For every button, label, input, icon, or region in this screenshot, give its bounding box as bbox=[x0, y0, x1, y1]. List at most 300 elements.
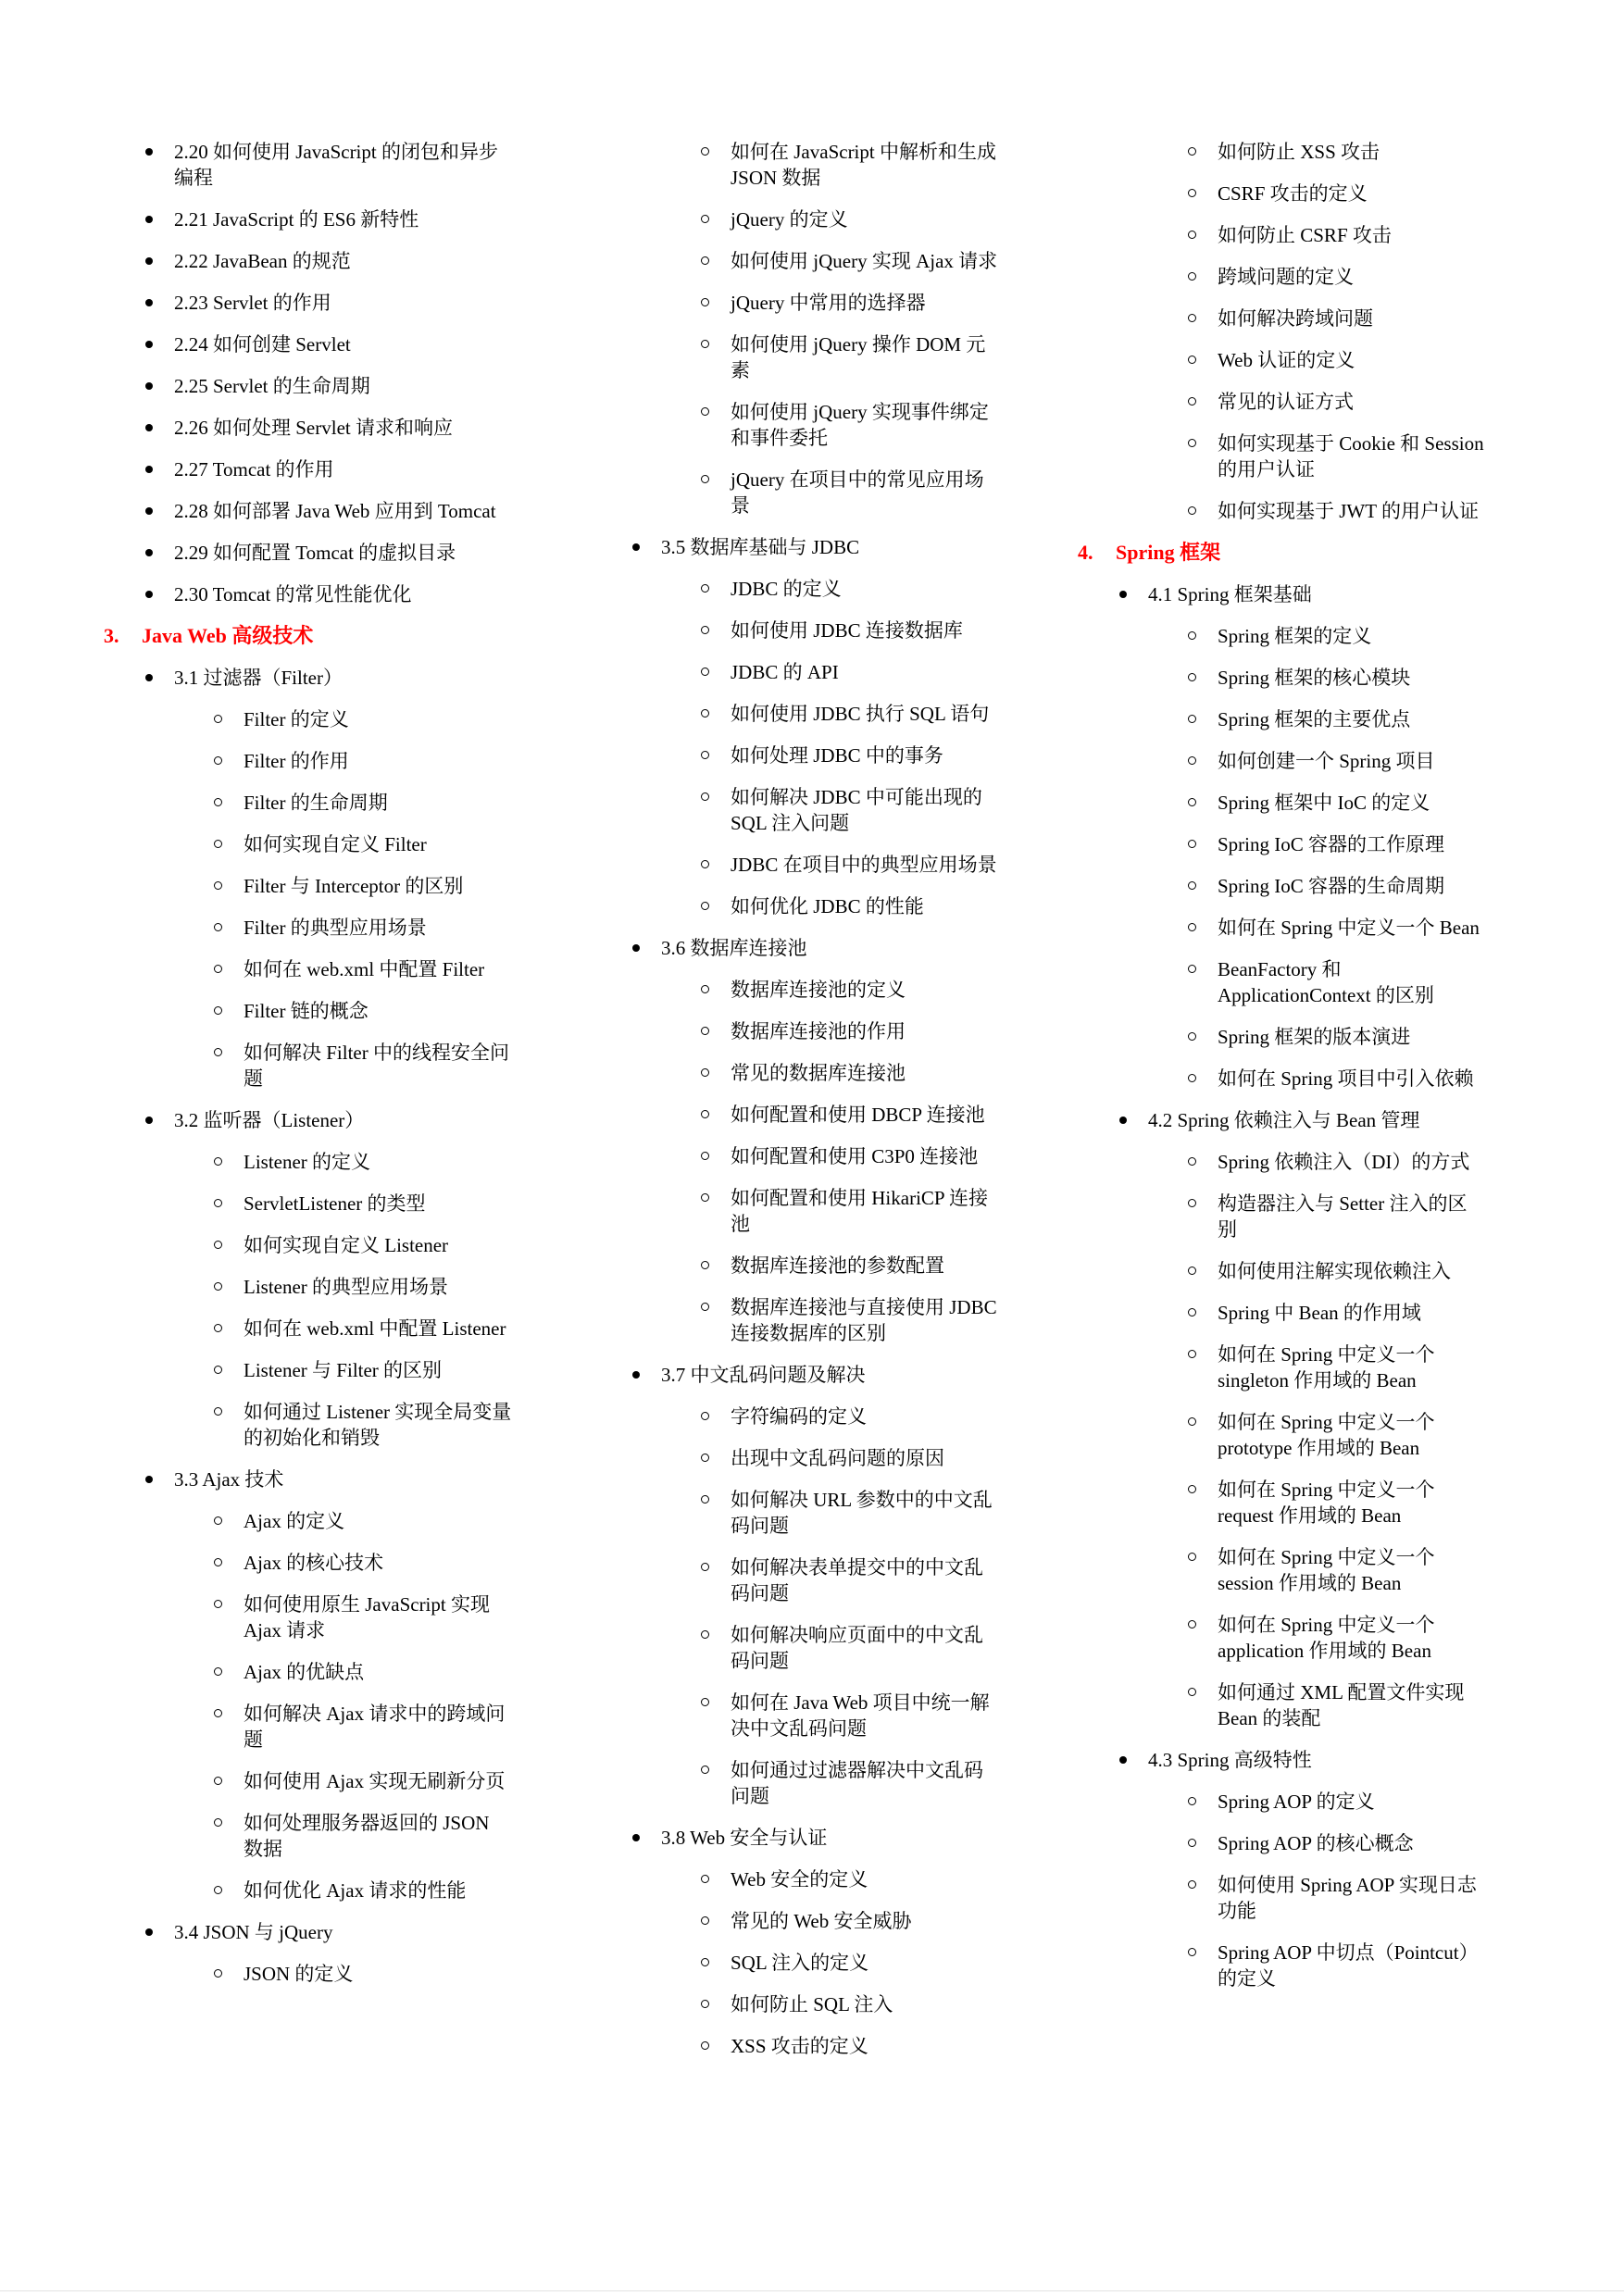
outline-item-level-2 bbox=[1078, 623, 1565, 649]
outline-item-level-2 bbox=[104, 1040, 591, 1092]
outline-item-text: 2.23 Servlet 的作用 bbox=[174, 292, 331, 314]
bullet-disc-icon bbox=[145, 549, 153, 556]
outline-item-level-2 bbox=[104, 873, 591, 899]
outline-item-text: 4.2 Spring 依赖注入与 Bean 管理 bbox=[1148, 1109, 1420, 1131]
outline-item-level-2 bbox=[1078, 1066, 1565, 1092]
bullet-disc-icon bbox=[145, 466, 153, 473]
outline-item-level-1 bbox=[104, 540, 591, 566]
bullet-circle-icon bbox=[214, 1199, 222, 1207]
bullet-circle-icon bbox=[701, 147, 709, 156]
outline-item-text: 如何解决 URL 参数中的中文乱码问题 bbox=[731, 1489, 993, 1537]
outline-item-text: 如何防止 CSRF 攻击 bbox=[1218, 224, 1392, 246]
bullet-disc-icon bbox=[1119, 1756, 1127, 1764]
outline-item-text: 如何使用 JDBC 连接数据库 bbox=[731, 619, 963, 642]
bullet-circle-icon bbox=[1188, 798, 1196, 806]
bullet-circle-icon bbox=[1188, 1417, 1196, 1426]
bullet-circle-icon bbox=[1188, 840, 1196, 848]
outline-item-level-1 bbox=[104, 456, 591, 482]
bullet-disc-icon bbox=[145, 1928, 153, 1936]
bullet-circle-icon bbox=[1188, 923, 1196, 931]
outline-item-level-1 bbox=[104, 248, 591, 274]
outline-item-text: 如何配置和使用 DBCP 连接池 bbox=[731, 1104, 985, 1126]
bullet-circle-icon bbox=[214, 1407, 222, 1416]
bullet-circle-icon bbox=[214, 1709, 222, 1717]
outline-item-text: 数据库连接池的定义 bbox=[731, 979, 906, 1001]
outline-item-level-2 bbox=[1078, 1789, 1565, 1815]
bullet-circle-icon bbox=[214, 1886, 222, 1894]
outline-item-level-2 bbox=[104, 1810, 591, 1862]
outline-item-text: CSRF 攻击的定义 bbox=[1218, 182, 1368, 205]
outline-item-text: 如何在 JavaScript 中解析和生成 JSON 数据 bbox=[731, 141, 996, 189]
outline-item-level-2 bbox=[591, 1445, 1078, 1471]
bullet-circle-icon bbox=[214, 1558, 222, 1566]
outline-item-level-2 bbox=[591, 1294, 1078, 1346]
outline-item-text: 常见的认证方式 bbox=[1218, 391, 1354, 413]
outline-item-level-2 bbox=[1078, 1191, 1565, 1242]
outline-item-level-2 bbox=[591, 701, 1078, 727]
bullet-circle-icon bbox=[1188, 439, 1196, 447]
outline-item-level-2 bbox=[1078, 306, 1565, 331]
outline-item-text: 如何解决响应页面中的中文乱码问题 bbox=[731, 1624, 983, 1672]
outline-column-1 bbox=[104, 139, 591, 2003]
bullet-circle-icon bbox=[214, 1600, 222, 1608]
bullet-circle-icon bbox=[701, 1110, 709, 1118]
outline-item-level-2 bbox=[1078, 831, 1565, 857]
outline-item-level-1 bbox=[104, 373, 591, 399]
outline-item-text: 数据库连接池与直接使用 JDBC 连接数据库的区别 bbox=[731, 1296, 997, 1344]
outline-item-text: Filter 的典型应用场景 bbox=[244, 917, 427, 939]
outline-item-text: 如何实现基于 JWT 的用户认证 bbox=[1218, 500, 1479, 522]
bullet-circle-icon bbox=[701, 1261, 709, 1269]
section-number: 3. bbox=[104, 624, 119, 647]
outline-item-level-2 bbox=[104, 1357, 591, 1383]
bullet-circle-icon bbox=[1188, 1157, 1196, 1166]
outline-item-text: Listener 的定义 bbox=[244, 1151, 371, 1173]
outline-item-text: 跨域问题的定义 bbox=[1218, 266, 1354, 288]
outline-item-text: BeanFactory 和 ApplicationContext 的区别 bbox=[1218, 958, 1434, 1006]
outline-item-level-2 bbox=[591, 1908, 1078, 1934]
bullet-circle-icon bbox=[214, 1241, 222, 1249]
outline-item-text: 如何优化 JDBC 的性能 bbox=[731, 895, 924, 917]
bullet-circle-icon bbox=[1188, 1267, 1196, 1275]
outline-item-level-2 bbox=[591, 1690, 1078, 1741]
bullet-circle-icon bbox=[1188, 1350, 1196, 1358]
bullet-disc-icon bbox=[632, 1834, 640, 1841]
outline-item-text: 如何通过 XML 配置文件实现 Bean 的装配 bbox=[1218, 1681, 1465, 1729]
outline-item-text: 2.30 Tomcat 的常见性能优化 bbox=[174, 583, 412, 605]
bullet-circle-icon bbox=[214, 715, 222, 723]
outline-item-level-2 bbox=[591, 1554, 1078, 1606]
outline-item-text: 如何在 Spring 项目中引入依赖 bbox=[1218, 1067, 1474, 1090]
outline-item-text: 2.25 Servlet 的生命周期 bbox=[174, 375, 370, 397]
bullet-circle-icon bbox=[701, 1152, 709, 1160]
outline-item-level-2 bbox=[104, 1508, 591, 1534]
bullet-circle-icon bbox=[701, 1563, 709, 1571]
bullet-circle-icon bbox=[1188, 1620, 1196, 1628]
outline-item-level-2 bbox=[104, 1701, 591, 1753]
outline-item-level-2 bbox=[104, 1399, 591, 1451]
outline-item-text: 如何解决跨域问题 bbox=[1218, 307, 1373, 330]
outline-item-level-1 bbox=[104, 498, 591, 524]
outline-item-level-1 bbox=[104, 415, 591, 441]
outline-item-text: 如何使用原生 JavaScript 实现 Ajax 请求 bbox=[244, 1593, 490, 1641]
outline-item-level-2 bbox=[591, 1143, 1078, 1169]
bullet-circle-icon bbox=[701, 1193, 709, 1202]
outline-item-text: 字符编码的定义 bbox=[731, 1405, 867, 1428]
outline-item-level-2 bbox=[591, 206, 1078, 232]
bullet-circle-icon bbox=[1188, 189, 1196, 197]
outline-columns bbox=[104, 139, 1596, 2075]
bullet-circle-icon bbox=[1188, 1948, 1196, 1956]
outline-item-text: 如何在 Spring 中定义一个 Bean bbox=[1218, 917, 1480, 939]
bullet-circle-icon bbox=[1188, 756, 1196, 765]
outline-item-level-2 bbox=[591, 399, 1078, 451]
bullet-circle-icon bbox=[701, 626, 709, 634]
bullet-circle-icon bbox=[701, 1916, 709, 1925]
outline-item-level-2 bbox=[1078, 389, 1565, 415]
outline-item-text: 如何在 web.xml 中配置 Filter bbox=[244, 958, 485, 980]
bullet-circle-icon bbox=[701, 475, 709, 483]
outline-item-text: 如何通过 Listener 实现全局变量的初始化和销毁 bbox=[244, 1401, 512, 1449]
outline-item-level-2 bbox=[1078, 181, 1565, 206]
bullet-circle-icon bbox=[1188, 147, 1196, 156]
outline-item-level-1 bbox=[591, 1362, 1078, 1388]
outline-item-level-2 bbox=[591, 1866, 1078, 1892]
outline-item-text: Listener 的典型应用场景 bbox=[244, 1276, 449, 1298]
bullet-circle-icon bbox=[701, 1068, 709, 1077]
outline-item-text: 如何在 Spring 中定义一个 prototype 作用域的 Bean bbox=[1218, 1411, 1435, 1459]
bullet-circle-icon bbox=[214, 1818, 222, 1827]
outline-item-text: Filter 的作用 bbox=[244, 750, 349, 772]
bullet-disc-icon bbox=[145, 1476, 153, 1483]
outline-item-text: 3.8 Web 安全与认证 bbox=[661, 1827, 828, 1849]
outline-item-level-2 bbox=[1078, 1341, 1565, 1393]
outline-item-text: 如何通过过滤器解决中文乱码问题 bbox=[731, 1759, 983, 1807]
bullet-circle-icon bbox=[214, 923, 222, 931]
outline-item-level-2 bbox=[104, 1659, 591, 1685]
outline-item-text: Spring 中 Bean 的作用域 bbox=[1218, 1302, 1421, 1324]
outline-item-text: 如何在 Spring 中定义一个 request 作用域的 Bean bbox=[1218, 1479, 1435, 1527]
bullet-circle-icon bbox=[214, 1048, 222, 1056]
outline-item-text: Spring AOP 的核心概念 bbox=[1218, 1832, 1414, 1854]
outline-item-level-2 bbox=[104, 706, 591, 732]
outline-item-level-2 bbox=[1078, 706, 1565, 732]
outline-item-level-2 bbox=[591, 1622, 1078, 1674]
outline-item-level-2 bbox=[591, 1253, 1078, 1279]
outline-item-level-1 bbox=[104, 331, 591, 357]
bullet-disc-icon bbox=[145, 591, 153, 598]
outline-item-level-2 bbox=[104, 1191, 591, 1217]
outline-item-text: 如何在 web.xml 中配置 Listener bbox=[244, 1317, 506, 1340]
outline-item-text: 如何防止 XSS 攻击 bbox=[1218, 141, 1380, 163]
bullet-circle-icon bbox=[1188, 1880, 1196, 1889]
outline-item-level-1 bbox=[104, 1919, 591, 1945]
outline-item-text: 如何实现基于 Cookie 和 Session 的用户认证 bbox=[1218, 432, 1484, 480]
bullet-circle-icon bbox=[214, 798, 222, 806]
bullet-circle-icon bbox=[1188, 231, 1196, 239]
bullet-circle-icon bbox=[701, 1303, 709, 1311]
outline-item-level-2 bbox=[1078, 430, 1565, 482]
bullet-circle-icon bbox=[701, 1630, 709, 1639]
outline-item-level-2 bbox=[104, 1316, 591, 1341]
outline-item-text: 如何优化 Ajax 请求的性能 bbox=[244, 1879, 467, 1902]
outline-item-text: 2.26 如何处理 Servlet 请求和响应 bbox=[174, 417, 453, 439]
bullet-disc-icon bbox=[145, 507, 153, 515]
bullet-disc-icon bbox=[632, 944, 640, 952]
bullet-disc-icon bbox=[145, 216, 153, 223]
bullet-circle-icon bbox=[701, 215, 709, 223]
outline-item-level-2 bbox=[591, 852, 1078, 878]
outline-item-level-2 bbox=[1078, 1149, 1565, 1175]
bullet-disc-icon bbox=[145, 382, 153, 390]
outline-item-level-2 bbox=[1078, 1024, 1565, 1050]
outline-item-text: 如何实现自定义 Filter bbox=[244, 833, 427, 855]
bullet-disc-icon bbox=[145, 341, 153, 348]
outline-item-text: 3.1 过滤器（Filter） bbox=[174, 667, 343, 689]
bullet-circle-icon bbox=[1188, 1199, 1196, 1207]
outline-item-level-2 bbox=[104, 748, 591, 774]
outline-item-level-2 bbox=[591, 331, 1078, 383]
outline-item-text: 如何在 Spring 中定义一个 application 作用域的 Bean bbox=[1218, 1614, 1435, 1662]
outline-item-level-2 bbox=[591, 1060, 1078, 1086]
outline-item-text: 4.1 Spring 框架基础 bbox=[1148, 583, 1312, 605]
outline-item-text: Ajax 的定义 bbox=[244, 1510, 345, 1532]
outline-item-level-2 bbox=[104, 998, 591, 1024]
bullet-circle-icon bbox=[214, 1366, 222, 1374]
section-title: Java Web 高级技术 bbox=[142, 624, 314, 647]
outline-item-level-2 bbox=[591, 977, 1078, 1003]
outline-item-text: 如何使用 jQuery 实现事件绑定和事件委托 bbox=[731, 401, 989, 449]
bullet-disc-icon bbox=[1119, 591, 1127, 598]
outline-item-text: 2.27 Tomcat 的作用 bbox=[174, 458, 334, 480]
outline-item-level-1 bbox=[104, 139, 591, 191]
bullet-circle-icon bbox=[701, 1495, 709, 1504]
outline-item-level-2 bbox=[104, 1550, 591, 1576]
outline-item-level-2 bbox=[1078, 915, 1565, 941]
outline-item-text: Filter 链的概念 bbox=[244, 1000, 369, 1022]
bullet-circle-icon bbox=[1188, 314, 1196, 322]
outline-item-text: 如何使用 jQuery 实现 Ajax 请求 bbox=[731, 250, 998, 272]
outline-item-text: JDBC 的 API bbox=[731, 661, 839, 683]
bullet-circle-icon bbox=[214, 881, 222, 890]
outline-item-level-1 bbox=[591, 935, 1078, 961]
outline-item-level-2 bbox=[1078, 1872, 1565, 1924]
outline-item-level-2 bbox=[1078, 956, 1565, 1008]
outline-item-text: 如何使用 Ajax 实现无刷新分页 bbox=[244, 1770, 506, 1792]
outline-item-level-2 bbox=[1078, 1258, 1565, 1284]
outline-item-level-2 bbox=[591, 1950, 1078, 1976]
bullet-circle-icon bbox=[214, 965, 222, 973]
outline-column-2 bbox=[591, 139, 1078, 2075]
outline-item-level-1 bbox=[1078, 1747, 1565, 1773]
bullet-circle-icon bbox=[1188, 631, 1196, 640]
outline-item-level-2 bbox=[591, 139, 1078, 191]
outline-item-text: Filter 的生命周期 bbox=[244, 792, 388, 814]
outline-item-text: 常见的 Web 安全威胁 bbox=[731, 1910, 912, 1932]
outline-item-level-2 bbox=[104, 1232, 591, 1258]
outline-item-level-1 bbox=[104, 206, 591, 232]
outline-item-text: Spring AOP 中切点（Pointcut）的定义 bbox=[1218, 1941, 1479, 1990]
outline-item-level-2 bbox=[104, 1768, 591, 1794]
outline-item-level-2 bbox=[1078, 1830, 1565, 1856]
bullet-circle-icon bbox=[214, 1516, 222, 1525]
outline-item-level-2 bbox=[1078, 347, 1565, 373]
bullet-circle-icon bbox=[1188, 272, 1196, 281]
bullet-circle-icon bbox=[701, 1958, 709, 1966]
outline-item-text: 3.4 JSON 与 jQuery bbox=[174, 1921, 333, 1943]
outline-item-text: jQuery 的定义 bbox=[731, 208, 848, 231]
bullet-circle-icon bbox=[701, 792, 709, 801]
outline-item-text: 2.22 JavaBean 的规范 bbox=[174, 250, 351, 272]
outline-item-level-2 bbox=[591, 1185, 1078, 1237]
outline-item-text: 3.3 Ajax 技术 bbox=[174, 1468, 284, 1491]
outline-item-level-1 bbox=[104, 1107, 591, 1133]
outline-item-level-2 bbox=[1078, 1940, 1565, 1991]
outline-item-text: Ajax 的优缺点 bbox=[244, 1661, 365, 1683]
outline-item-level-2 bbox=[1078, 1300, 1565, 1326]
outline-item-level-2 bbox=[591, 1404, 1078, 1429]
outline-item-text: 如何使用 jQuery 操作 DOM 元素 bbox=[731, 333, 986, 381]
outline-column-3 bbox=[1078, 139, 1565, 2007]
bullet-disc-icon bbox=[145, 257, 153, 265]
outline-item-level-2 bbox=[591, 1102, 1078, 1128]
bullet-circle-icon bbox=[701, 1875, 709, 1883]
outline-item-text: JSON 的定义 bbox=[244, 1963, 354, 1985]
outline-item-level-2 bbox=[591, 576, 1078, 602]
bullet-circle-icon bbox=[214, 1157, 222, 1166]
outline-item-level-1 bbox=[591, 534, 1078, 560]
outline-item-level-2 bbox=[591, 618, 1078, 643]
bullet-circle-icon bbox=[701, 2000, 709, 2008]
bullet-circle-icon bbox=[701, 902, 709, 910]
bullet-circle-icon bbox=[214, 756, 222, 765]
bullet-circle-icon bbox=[701, 1698, 709, 1706]
bullet-circle-icon bbox=[701, 1027, 709, 1035]
outline-item-level-2 bbox=[591, 742, 1078, 768]
bullet-disc-icon bbox=[145, 1117, 153, 1124]
bullet-circle-icon bbox=[1188, 1553, 1196, 1561]
section-number: 4. bbox=[1078, 541, 1093, 564]
bullet-disc-icon bbox=[1119, 1117, 1127, 1124]
outline-item-level-2 bbox=[104, 790, 591, 816]
bullet-circle-icon bbox=[1188, 881, 1196, 890]
outline-item-text: 如何实现自定义 Listener bbox=[244, 1234, 449, 1256]
outline-item-text: Filter 的定义 bbox=[244, 708, 349, 730]
outline-item-level-2 bbox=[591, 659, 1078, 685]
bullet-circle-icon bbox=[701, 860, 709, 868]
outline-item-level-2 bbox=[104, 915, 591, 941]
outline-item-level-1 bbox=[591, 1825, 1078, 1851]
outline-item-level-1 bbox=[104, 665, 591, 691]
outline-item-text: 如何配置和使用 C3P0 连接池 bbox=[731, 1145, 979, 1167]
outline-item-level-1 bbox=[104, 1466, 591, 1492]
bullet-circle-icon bbox=[701, 985, 709, 993]
bullet-circle-icon bbox=[701, 668, 709, 676]
outline-item-text: Spring 框架的主要优点 bbox=[1218, 708, 1411, 730]
outline-item-level-2 bbox=[1078, 222, 1565, 248]
bullet-circle-icon bbox=[701, 407, 709, 416]
outline-item-level-2 bbox=[104, 1961, 591, 1987]
bullet-circle-icon bbox=[214, 1777, 222, 1785]
bullet-circle-icon bbox=[1188, 1688, 1196, 1696]
outline-item-text: 如何使用 JDBC 执行 SQL 语句 bbox=[731, 703, 990, 725]
outline-item-text: Spring 框架的版本演进 bbox=[1218, 1026, 1411, 1048]
outline-item-level-1 bbox=[1078, 581, 1565, 607]
outline-item-text: 如何解决 JDBC 中可能出现的 SQL 注入问题 bbox=[731, 786, 982, 834]
outline-item-text: Spring IoC 容器的工作原理 bbox=[1218, 833, 1445, 855]
outline-item-level-2 bbox=[1078, 139, 1565, 165]
outline-item-text: Spring AOP 的定义 bbox=[1218, 1791, 1375, 1813]
outline-item-text: 如何创建一个 Spring 项目 bbox=[1218, 750, 1435, 772]
bullet-circle-icon bbox=[1188, 397, 1196, 406]
bullet-disc-icon bbox=[145, 148, 153, 156]
outline-item-text: Spring 框架中 IoC 的定义 bbox=[1218, 792, 1430, 814]
outline-item-text: XSS 攻击的定义 bbox=[731, 2035, 868, 2057]
outline-item-level-1 bbox=[1078, 1107, 1565, 1133]
outline-item-text: 如何解决 Ajax 请求中的跨域问题 bbox=[244, 1703, 506, 1751]
section-heading bbox=[104, 623, 591, 649]
outline-item-text: 3.5 数据库基础与 JDBC bbox=[661, 536, 860, 558]
outline-item-text: 常见的数据库连接池 bbox=[731, 1062, 906, 1084]
outline-item-level-2 bbox=[1078, 1409, 1565, 1461]
outline-item-level-2 bbox=[591, 893, 1078, 919]
outline-item-text: ServletListener 的类型 bbox=[244, 1192, 426, 1215]
bullet-disc-icon bbox=[145, 299, 153, 306]
bullet-circle-icon bbox=[214, 1667, 222, 1676]
outline-item-text: 构造器注入与 Setter 注入的区别 bbox=[1218, 1192, 1468, 1241]
outline-item-text: jQuery 在项目中的常见应用场景 bbox=[731, 468, 984, 517]
outline-item-text: jQuery 中常用的选择器 bbox=[731, 292, 926, 314]
outline-item-level-2 bbox=[591, 290, 1078, 316]
bullet-circle-icon bbox=[701, 256, 709, 265]
section-heading bbox=[1078, 540, 1565, 566]
outline-item-text: SQL 注入的定义 bbox=[731, 1952, 869, 1974]
bullet-circle-icon bbox=[701, 340, 709, 348]
outline-item-level-1 bbox=[104, 290, 591, 316]
outline-item-level-2 bbox=[591, 467, 1078, 518]
bullet-circle-icon bbox=[1188, 1839, 1196, 1847]
bullet-disc-icon bbox=[632, 543, 640, 551]
outline-item-level-2 bbox=[104, 956, 591, 982]
outline-item-text: JDBC 的定义 bbox=[731, 578, 842, 600]
outline-item-level-2 bbox=[1078, 264, 1565, 290]
outline-item-level-2 bbox=[1078, 1477, 1565, 1529]
outline-item-level-2 bbox=[591, 1757, 1078, 1809]
outline-item-text: 如何处理服务器返回的 JSON 数据 bbox=[244, 1812, 490, 1860]
outline-item-text: 如何在 Spring 中定义一个 session 作用域的 Bean bbox=[1218, 1546, 1435, 1594]
outline-item-text: 如何配置和使用 HikariCP 连接池 bbox=[731, 1187, 989, 1235]
outline-item-level-2 bbox=[104, 1149, 591, 1175]
bullet-circle-icon bbox=[1188, 1032, 1196, 1041]
outline-item-text: 2.20 如何使用 JavaScript 的闭包和异步编程 bbox=[174, 141, 498, 189]
bullet-disc-icon bbox=[145, 424, 153, 431]
outline-item-text: 出现中文乱码问题的原因 bbox=[731, 1447, 944, 1469]
bullet-circle-icon bbox=[1188, 1797, 1196, 1805]
outline-item-level-2 bbox=[104, 1274, 591, 1300]
outline-item-level-2 bbox=[1078, 665, 1565, 691]
outline-item-text: 3.6 数据库连接池 bbox=[661, 937, 807, 959]
outline-item-text: Web 安全的定义 bbox=[731, 1868, 868, 1890]
outline-item-text: Spring 框架的定义 bbox=[1218, 625, 1372, 647]
outline-item-text: 2.24 如何创建 Servlet bbox=[174, 333, 351, 356]
outline-item-text: 如何解决表单提交中的中文乱码问题 bbox=[731, 1556, 983, 1604]
bullet-circle-icon bbox=[701, 1766, 709, 1774]
bullet-disc-icon bbox=[145, 674, 153, 681]
outline-item-level-1 bbox=[104, 581, 591, 607]
outline-item-level-2 bbox=[104, 831, 591, 857]
bullet-circle-icon bbox=[1188, 673, 1196, 681]
outline-item-level-2 bbox=[1078, 748, 1565, 774]
